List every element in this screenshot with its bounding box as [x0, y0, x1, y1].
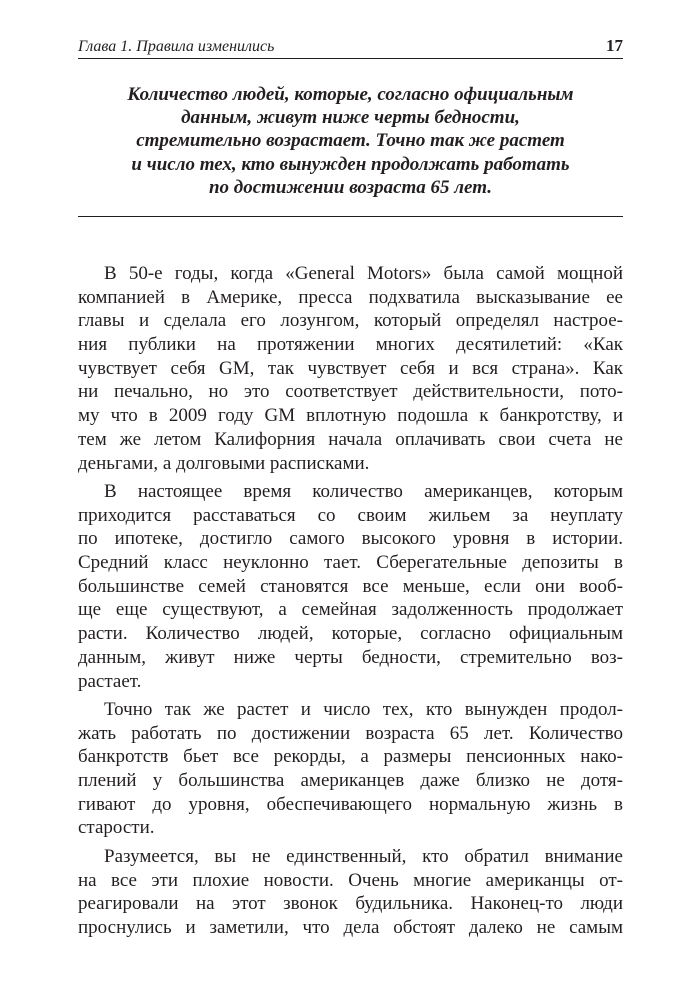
body-paragraph — [78, 845, 623, 940]
page-number: 17 — [606, 36, 623, 55]
text-line: чувствует себя GM, так чувствует себя и вся страна». Как — [78, 357, 623, 379]
body-paragraph — [78, 698, 623, 840]
pull-quote-line: и число тех, кто вынужден продолжать работать — [131, 153, 570, 175]
text-line: му что в 2009 году GM вплотную подошла к банкротству, и — [78, 405, 623, 427]
pull-quote-line: данным, живут ниже черты бедности, — [181, 107, 520, 129]
text-line: жать работать по достижении возраста 65 лет. Количество — [78, 722, 623, 744]
pull-quote-line: стремительно возрастает. Точно так же растет — [136, 130, 565, 152]
text-line: деньгами, а долговыми расписками. — [78, 452, 370, 474]
text-line: большинстве семей становятся все меньше, если они вооб- — [78, 575, 623, 597]
pull-quote-rule — [78, 216, 623, 217]
text-line: главы и сделала его лозунгом, который определял настрое- — [78, 310, 623, 332]
body-paragraph — [78, 262, 623, 475]
pull-quote — [78, 83, 623, 199]
text-line: растает. — [78, 670, 142, 692]
body-paragraph — [78, 480, 623, 693]
text-line: по ипотеке, достигло самого высокого уровня в истории. — [78, 528, 623, 550]
text-line: Средний класс неуклонно тает. Сберегательные депозиты в — [78, 552, 623, 574]
text-line: ния публики на протяжении многих десятилетий: «Как — [78, 334, 623, 356]
text-line: на все эти плохие новости. Очень многие американцы от- — [78, 869, 623, 891]
text-line: приходится расставаться со своим жильем за неуплату — [78, 504, 623, 526]
text-line: гивают до уровня, обеспечивающего нормальную жизнь в — [78, 793, 623, 815]
text-line: Разумеется, вы не единственный, кто обратил внимание — [104, 846, 623, 867]
text-line: В 50-е годы, когда «General Motors» была самой мощной — [104, 263, 623, 284]
header-rule — [78, 58, 623, 59]
text-line: реагировали на этот звонок будильника. Наконец-то люди — [78, 893, 623, 915]
text-line: Точно так же растет и число тех, кто вынужден продол- — [104, 699, 623, 720]
text-line: банкротств бьет все рекорды, а размеры пенсионных нако- — [78, 746, 623, 768]
text-line: плений у большинства американцев даже близко не дотя- — [78, 770, 623, 792]
text-line: ще еще существуют, а семейная задолженность продолжает — [78, 599, 623, 621]
pull-quote-line: по достижении возраста 65 лет. — [208, 176, 493, 198]
text-line: компанией в Америке, пресса подхватила высказывание ее — [78, 286, 623, 308]
text-line: данным, живут ниже черты бедности, стремительно воз- — [78, 646, 623, 668]
text-line: расти. Количество людей, которые, согласно официальным — [78, 623, 623, 645]
text-line: проснулись и заметили, что дела обстоят далеко не самым — [78, 917, 623, 939]
pull-quote-line: Количество людей, которые, согласно официальным — [127, 84, 574, 105]
text-line: ни печально, но это соответствует действительности, пото- — [78, 381, 623, 403]
text-line: старости. — [78, 817, 155, 839]
text-line: В настоящее время количество американцев, которым — [104, 481, 623, 502]
running-title: Глава 1. Правила изменились — [78, 38, 275, 55]
text-line: тем же летом Калифорния начала оплачивать свои счета не — [78, 428, 623, 450]
